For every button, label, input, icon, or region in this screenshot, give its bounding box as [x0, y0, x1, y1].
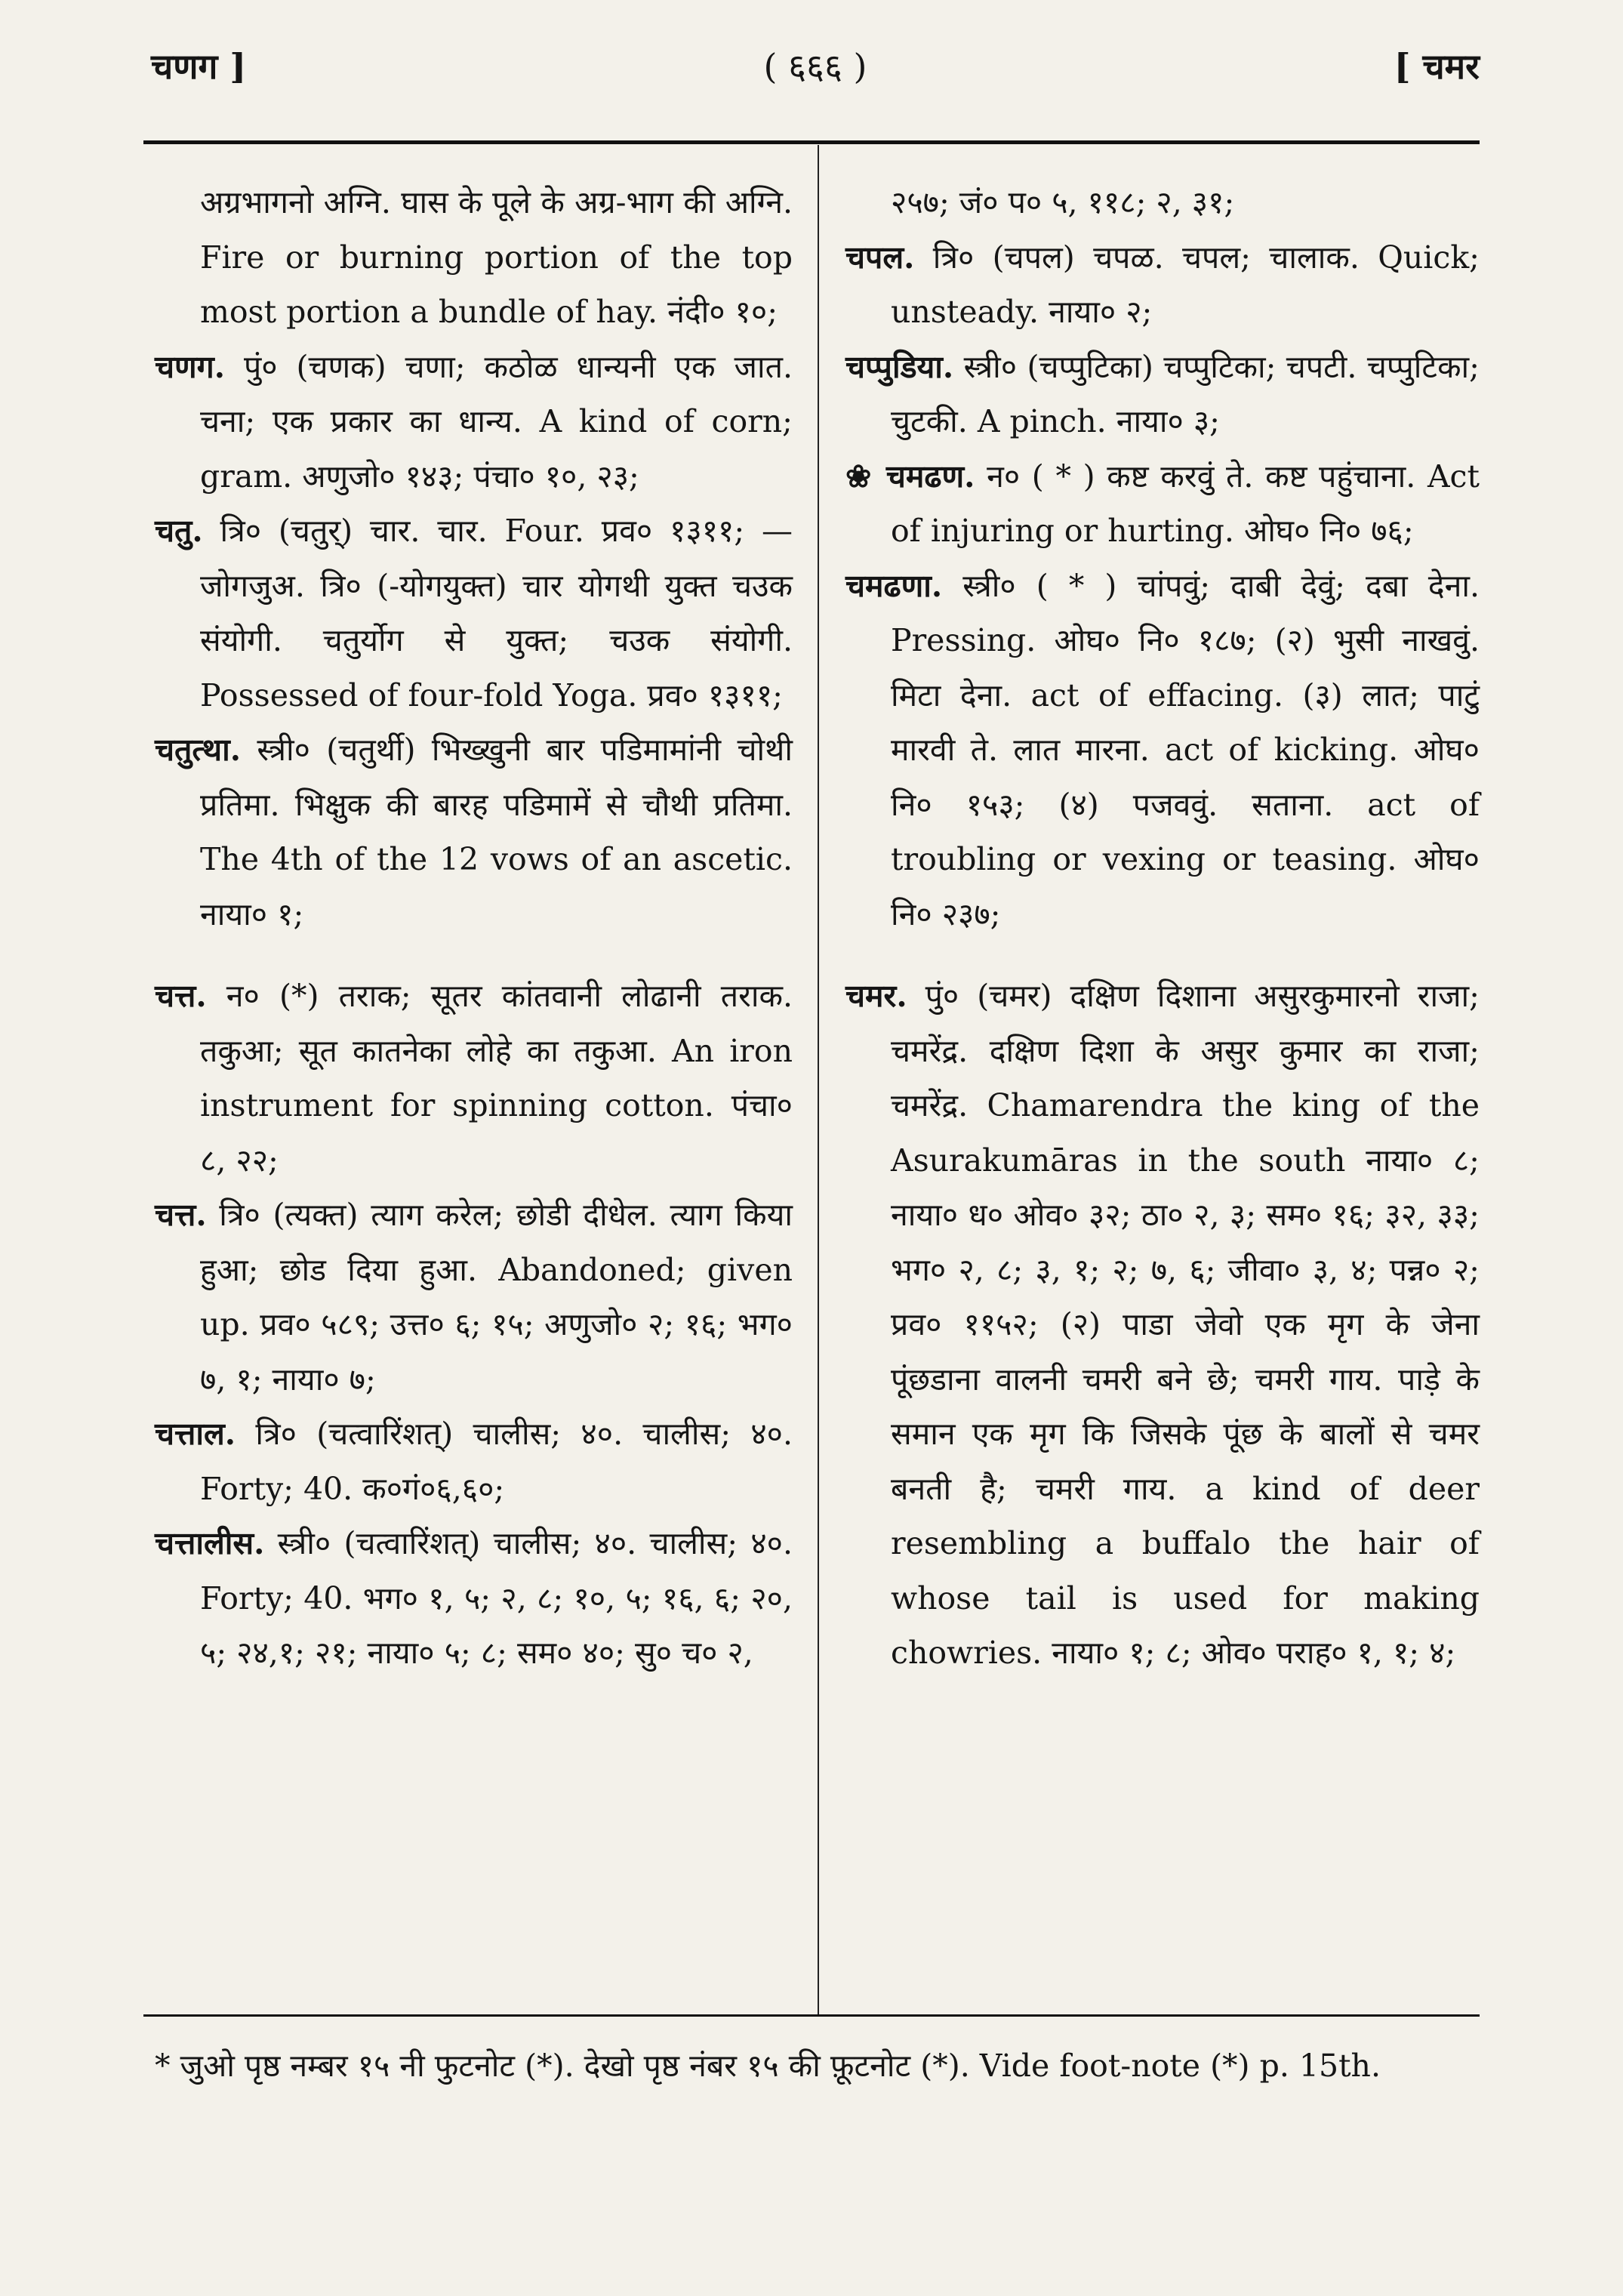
entry-text: त्रि० (चत्वारिंशत्) चालीस; ४०. चालीस; ४०. Forty; 40. क०गं०६,६०; — [200, 1416, 793, 1507]
entry-text: स्त्री० (चत्वारिंशत्) चालीस; ४०. चालीस; ४०. Forty; 40. भग० १, ५; २, ८; १०, ५; १६, ६; २०, ५; २४,१; २१; नाया० ५; ८; सम० ४०; सु० च० २, — [200, 1525, 793, 1671]
header-rule — [143, 140, 1480, 144]
entry-headword: चतुत्था. — [155, 732, 241, 768]
dictionary-entry — [155, 504, 793, 723]
dictionary-entry — [155, 969, 793, 1188]
dictionary-entry — [845, 340, 1480, 449]
entry-continuation — [155, 175, 793, 340]
dictionary-entry — [155, 1188, 793, 1407]
page-header — [151, 42, 1480, 103]
entry-headword: चप्पुडिया. — [845, 348, 954, 385]
entry-text: स्त्री० (चप्पुटिका) चप्पुटिका; चपटी. चप्पुटिका; चुटकी. A pinch. नाया० ३; — [891, 348, 1480, 439]
entry-text: पुं० (चणक) चणा; कठोळ धान्यनी एक जात. चना; एक प्रकार का धान्य. A kind of corn; gram. अणुजो० १४३; पंचा० १०, २३; — [200, 348, 793, 495]
entry-headword: चत्तालीस. — [155, 1525, 265, 1561]
entry-headword: चतु. — [155, 513, 203, 549]
footnote: * जुओ पृष्ठ नम्बर १५ नी फुटनोट (*). देखो पृष्ठ नंबर १५ की फ़ूटनोट (*). Vide foot-note (*) p. 15th. — [155, 2048, 1381, 2084]
dictionary-entry — [845, 559, 1480, 942]
entry-text: स्त्री० (चतुर्थी) भिख्खुनी बार पडिमामांनी चोथी प्रतिमा. भिक्षुक की बारह पडिमामें से चौथी प्रतिमा. The 4th of the 12 vows of an ascetic. नाया० १; — [200, 732, 793, 932]
entry-headword: चत्त. — [155, 978, 207, 1014]
header-left-guideword: चणग ] — [151, 46, 247, 87]
page-number: ( ६६६ ) — [763, 46, 867, 87]
entry-headword: चत्ताल. — [155, 1416, 236, 1452]
left-column — [155, 175, 793, 1681]
right-column — [845, 175, 1480, 1681]
dictionary-entry — [155, 1407, 793, 1516]
dictionary-entry — [845, 449, 1480, 559]
entry-continuation — [845, 175, 1480, 230]
entry-text: स्त्री० ( * ) चांपवुं; दाबी देवुं; दबा देना. Pressing. ओघ० नि० १८७; (२) भुसी नाखवुं. मिटा देना. act of effacing. (३) लात; पाटुं मारवी ते. लात मारना. act of kicking. ओघ० नि० १५३; (४) पजववुं. सताना. act of troubling or vexing or teasing. ओघ० नि० २३७; — [891, 567, 1480, 932]
dictionary-entry — [155, 340, 793, 504]
entry-text: पुं० (चमर) दक्षिण दिशाना असुरकुमारनो राजा; चमरेंद्र. दक्षिण दिशा के असुर कुमार का राजा; चमरेंद्र. Chamarendra the king of the Asurakumāras in the south नाया० ८; नाया० ध० ओव० ३२; ठा० २, ३; सम० १६; ३२, ३३; भग० २, ८; ३, १; २; ७, ६; जीवा० ३, ४; पन्न० २; प्रव० ११५२; (२) पाडा जेवो एक मृग के जेना पूंछडाना वालनी चमरी बने छे; चमरी गाय. पाड़े के समान एक मृग कि जिसके पूंछ के बालों से चमर बनती है; चमरी गाय. a kind of deer resembling a buffalo the hair of whose tail is used for making chowries. नाया० १; ८; ओव० पराह० १, १; ४; — [891, 978, 1480, 1671]
entry-headword: चमर. — [845, 978, 907, 1014]
entry-text: त्रि० (चपल) चपळ. चपल; चालाक. Quick; unsteady. नाया० २; — [891, 239, 1480, 330]
dictionary-entry — [845, 230, 1480, 340]
entry-text: त्रि० (त्यक्त) त्याग करेल; छोडी दीधेल. त्याग किया हुआ; छोड दिया हुआ. Abandoned; given up. प्रव० ५८९; उत्त० ६; १५; अणुजो० २; १६; भग० ७, १; नाया० ७; — [200, 1197, 793, 1398]
entry-text: न० ( * ) कष्ट करवुं ते. कष्ट पहुंचाना. Act of injuring or hurting. ओघ० नि० ७६; — [891, 458, 1480, 549]
header-right-guideword: [ चमर — [1394, 46, 1480, 87]
dictionary-entry — [845, 969, 1480, 1681]
entry-headword: चत्त. — [155, 1197, 207, 1233]
column-divider — [818, 145, 819, 2016]
entry-text: २५७; जं० प० ५, ११८; २, ३१; — [891, 184, 1235, 220]
entry-headword: चमढणा. — [845, 567, 943, 604]
entry-headword: ❀ चमढण. — [845, 458, 975, 495]
footnote-rule — [143, 2014, 1480, 2017]
dictionary-entry — [155, 723, 793, 942]
entry-text: अग्रभागनो अग्नि. घास के पूले के अग्र-भाग की अग्नि. Fire or burning portion of the top most portion a bundle of hay. नंदी० १०; — [200, 184, 793, 330]
entry-headword: चणग. — [155, 348, 226, 385]
dictionary-entry — [155, 1516, 793, 1681]
entry-text: न० (*) तराक; सूतर कांतवानी लोढानी तराक. तकुआ; सूत कातनेका लोहे का तकुआ. An iron instrument for spinning cotton. पंचा० ८, २२; — [200, 978, 793, 1179]
entry-headword: चपल. — [845, 239, 915, 276]
entry-text: त्रि० (चतुर्) चार. चार. Four. प्रव० १३११; —जोगजुअ. त्रि० (-योगयुक्त) चार योगथी युक्त चउक संयोगी. चतुर्योग से युक्त; चउक संयोगी. Possessed of four-fold Yoga. प्रव० १३११; — [200, 513, 793, 713]
